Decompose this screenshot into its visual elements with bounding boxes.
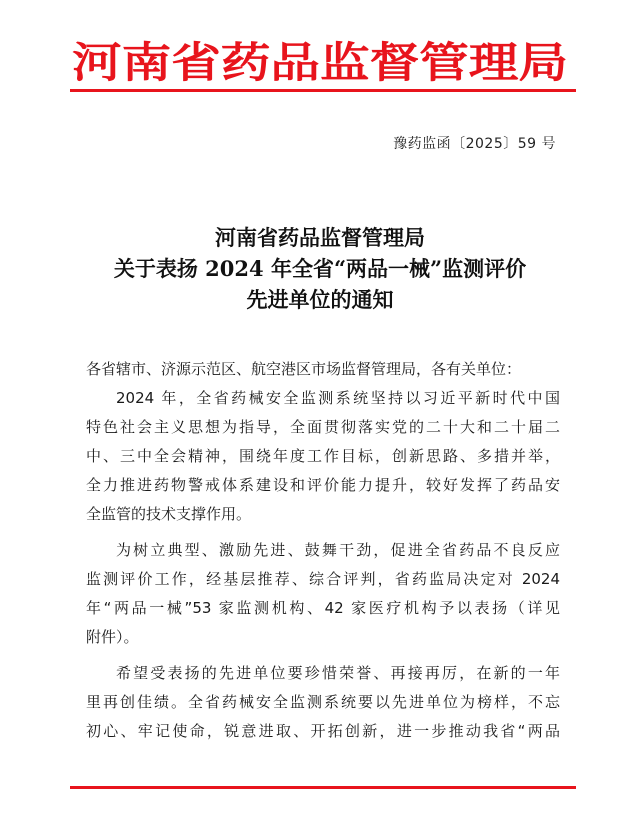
paragraph-line: 里再创佳绩。全省药械安全监测系统要以先进单位为榜样，不忘 — [86, 693, 560, 711]
paragraph-line: 希望受表扬的先进单位要珍惜荣誉、再接再厉，在新的一年 — [116, 664, 560, 682]
paragraph-line: 附件）。 — [86, 628, 139, 646]
salutation: 各省辖市、济源示范区、航空港区市场监督管理局，各有关单位： — [86, 360, 522, 378]
paragraph-line: 2024 年，全省药械安全监测系统坚持以习近平新时代中国 — [116, 389, 560, 407]
paragraph-line: 初心、牢记使命，锐意进取、开拓创新，进一步推动我省“两品 — [86, 722, 560, 740]
paragraph-line: 监测评价工作，经基层推荐、综合评判，省药监局决定对 2024 — [86, 570, 560, 588]
masthead-title-graphic — [60, 30, 580, 92]
paragraph-spacer — [86, 529, 560, 536]
title-line: 先进单位的通知 — [246, 287, 394, 312]
footer-divider — [70, 786, 576, 789]
paragraph-spacer — [86, 652, 560, 659]
document-number: 豫药监函〔2025〕59 号 — [393, 136, 556, 152]
title-line: 关于表扬 2024 年全省“两品一械”监测评价 — [113, 256, 527, 281]
paragraph-line: 中、三中全会精神，围绕年度工作目标，创新思路、多措并举， — [86, 447, 560, 465]
masthead-divider — [70, 89, 576, 92]
paragraph-line: 全监管的技术支撑作用。 — [86, 505, 252, 523]
paragraph-line: 为树立典型、激励先进、鼓舞干劲，促进全省药品不良反应 — [116, 541, 560, 559]
masthead-title: 河南省药品监督管理局 — [72, 38, 568, 87]
masthead — [60, 30, 580, 92]
paragraph-line: 特色社会主义思想为指导，全面贯彻落实党的二十大和二十届二 — [86, 418, 560, 436]
title-line: 河南省药品监督管理局 — [215, 225, 425, 250]
paragraph-line: 全力推进药物警戒体系建设和评价能力提升，较好发挥了药品安 — [86, 476, 560, 494]
document-body — [86, 355, 560, 746]
paragraph-line: 年“两品一械”53 家监测机构、42 家医疗机构予以表扬（详见 — [86, 599, 560, 617]
document-title — [60, 222, 580, 315]
